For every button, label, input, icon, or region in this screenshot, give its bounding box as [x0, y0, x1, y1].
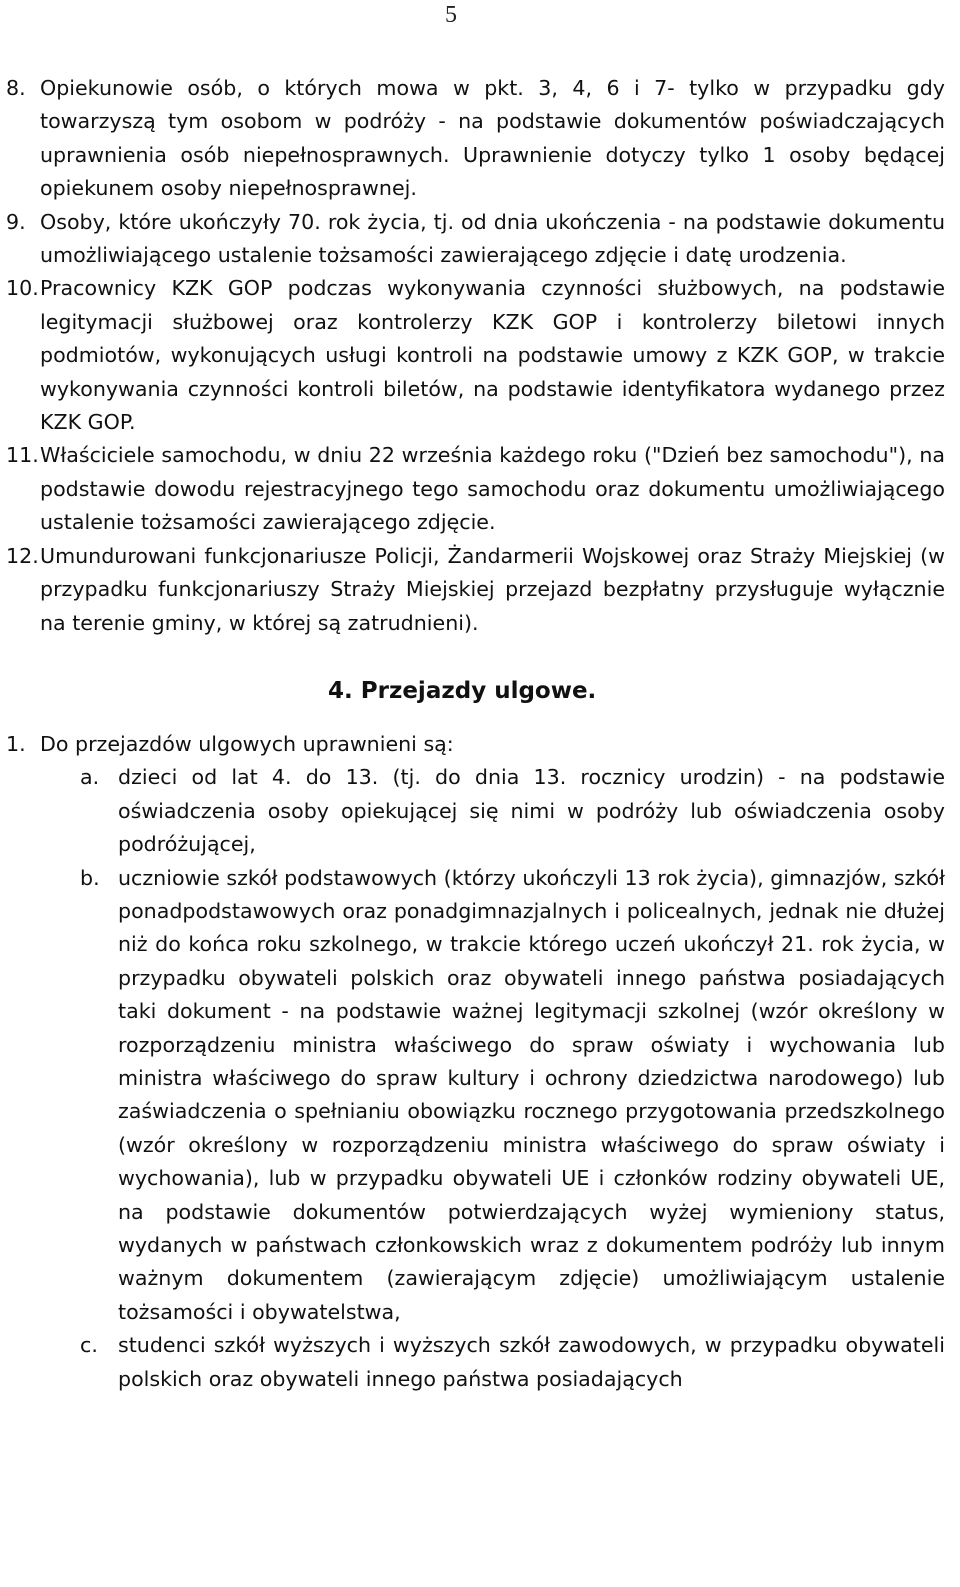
list-number: 10. [6, 276, 39, 301]
sublist-item-a [0, 761, 945, 861]
sublist-item-c [0, 1329, 945, 1396]
section-title: 4. Przejazdy ulgowe. [328, 677, 597, 704]
list-number: 11. [6, 443, 39, 468]
list-number: 8. [6, 76, 26, 100]
list-text: Pracownicy KZK GOP podczas wykonywania czynności służbowych, na podstawie legitymacji służbowej oraz kontrolerzy KZK GOP i kontrolerzy biletowi innych podmiotów, wykonujących usługi kontroli na podstawie umowy z KZK GOP, w trakcie wykonywania czynności kontroli biletów, na podstawie identyfikatora wydanego przez KZK GOP. [40, 276, 945, 435]
list-text: Osoby, które ukończyły 70. rok życia, tj. od dnia ukończenia - na podstawie dokumentu umożliwiającego ustalenie tożsamości zawierającego zdjęcie i datę urodzenia. [40, 209, 945, 268]
sublist-text: uczniowie szkół podstawowych (którzy ukończyli 13 rok życia), gimnazjów, szkół ponadpodstawowych oraz ponadgimnazjalnych i policealnych, jednak nie dłużej niż do końca roku szkolnego, w trakcie którego uczeń ukończył 21. rok życia, w przypadku obywateli polskich oraz obywateli innego państwa posiadających taki dokument - na podstawie ważnej legitymacji szkolnej (wzór określony w rozporządzeniu ministra właściwego do spraw oświaty i wychowania lub ministra właściwego do spraw kultury i ochrony dziedzictwa narodowego) lub zaświadczenia o spełnianiu obowiązku rocznego przygotowania przedszkolnego (wzór określony w rozporządzeniu ministra właściwego do spraw oświaty i wychowania), lub w przypadku obywateli UE i członków rodziny obywateli UE, na podstawie dokumentów potwierdzających wyżej wymieniony status, wydanych w państwach członkowskich wraz z dokumentem podróży lub innym ważnym dokumentem (zawierającym zdjęcie) umożliwiającym ustalenie tożsamości i obywatelstwa, [118, 865, 945, 1324]
list-text: Do przejazdów ulgowych uprawnieni są: [40, 731, 454, 756]
list-item-12 [0, 540, 945, 640]
list-number: 9. [6, 209, 26, 234]
sublist-item-b [0, 862, 945, 1330]
section-heading [0, 674, 960, 708]
list-item-10 [0, 272, 945, 439]
list-text: Umundurowani funkcjonariusze Policji, Żandarmerii Wojskowej oraz Straży Miejskiej (w przypadku funkcjonariuszy Straży Miejskiej przejazd bezpłatny przysługuje wyłącznie na terenie gminy, w której są zatrudnieni). [40, 543, 945, 635]
page-number: 5 [445, 2, 457, 28]
list-text: Właściciele samochodu, w dniu 22 września każdego roku ("Dzień bez samochodu"), na podstawie dowodu rejestracyjnego tego samochodu oraz dokumentu umożliwiającego ustalenie tożsamości zawierającego zdjęcie. [40, 443, 945, 535]
sublist-letter: a. [80, 765, 100, 790]
list-text: Opiekunowie osób, o których mowa w pkt. 3, 4, 6 i 7- tylko w przypadku gdy towarzyszą tym osobom w podróży - na podstawie dokumentów poświadczających uprawnienia osób niepełnosprawnych. Uprawnienie dotyczy tylko 1 osoby będącej opiekunem osoby niepełnosprawnej. [40, 76, 945, 201]
list-item-8 [0, 72, 945, 206]
list-number: 1. [6, 731, 26, 756]
list-item-9 [0, 206, 945, 273]
sublist-letter: b. [80, 865, 100, 890]
sublist-letter: c. [80, 1333, 98, 1358]
list-item-11 [0, 439, 945, 539]
sublist-text: dzieci od lat 4. do 13. (tj. do dnia 13. rocznicy urodzin) - na podstawie oświadczenia osoby opiekującej się nimi w podróży lub oświadczenia osoby podróżującej, [118, 765, 945, 857]
sublist-text: studenci szkół wyższych i wyższych szkół zawodowych, w przypadku obywateli polskich oraz obywateli innego państwa posiadających [118, 1333, 945, 1391]
list-item-1 [0, 728, 945, 761]
list-number: 12. [6, 543, 39, 568]
document-body [0, 72, 960, 1396]
